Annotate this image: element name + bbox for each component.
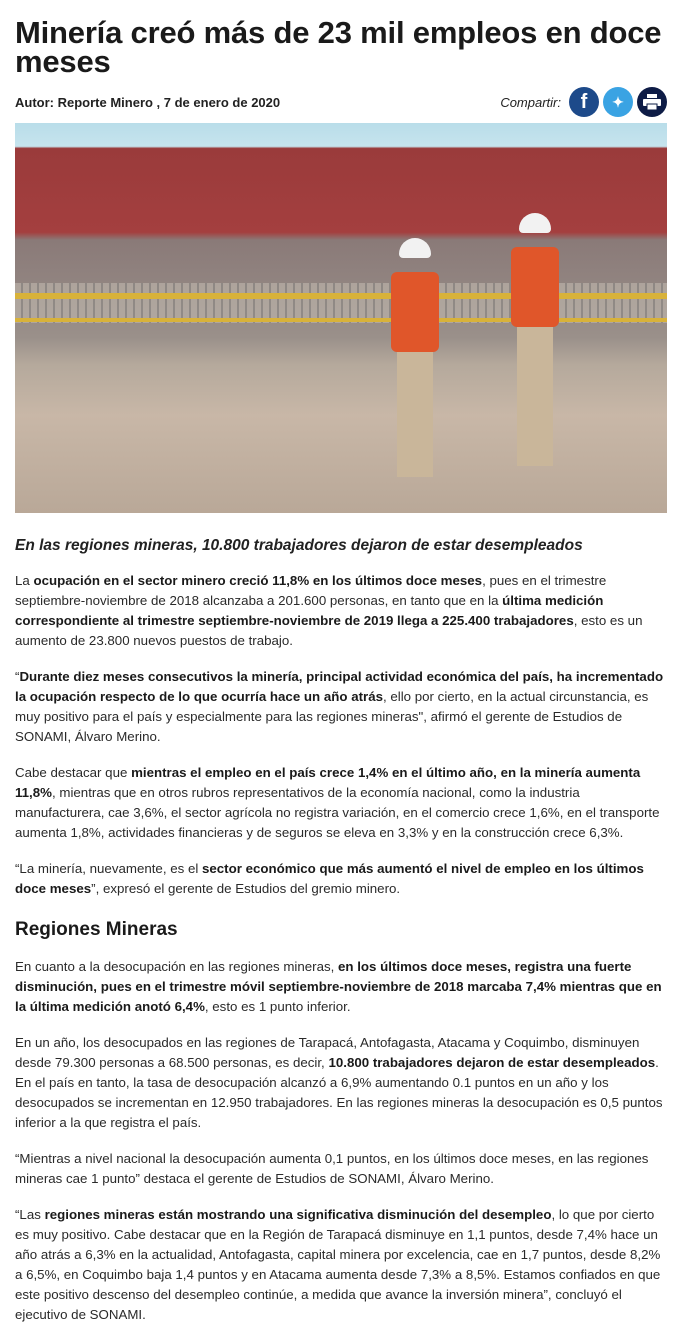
photo-pipes: [15, 283, 667, 323]
paragraph: [15, 763, 667, 843]
text: “La minería, nuevamente, es el: [15, 861, 202, 876]
paragraph: [15, 1033, 667, 1133]
text: , pues en el trimestre septiembre-noviembre de 2018 alcanzaba a 201.600 personas, en tanto que en la: [15, 573, 607, 608]
photo-worker: [385, 238, 445, 498]
article-photo: [15, 123, 667, 513]
paragraph: [15, 667, 667, 747]
paragraph: [15, 957, 667, 1017]
share-bar: [500, 87, 667, 117]
text: . En el país en tanto, la tasa de desocupación alcanzó a 6,9% aumentando 0.1 puntos en un año y los desocupados se incrementan en 12.950 trabajadores. En las regiones mineras la desocupación es 0,5 puntos inferior a la que registra el país.: [15, 1055, 663, 1130]
text: Cabe destacar que: [15, 765, 132, 780]
bold-text: regiones mineras están mostrando una significativa disminución del desempleo: [44, 1207, 552, 1222]
bold-text: ocupación en el sector minero creció 11,8% en los últimos doce meses: [33, 573, 483, 588]
print-icon[interactable]: [637, 87, 667, 117]
bold-text: sector económico que más aumentó el nivel de empleo en los últimos doce meses: [15, 861, 644, 896]
twitter-icon[interactable]: ✦: [603, 87, 633, 117]
bold-text: mientras el empleo en el país crece 1,4% en el último año, en la minería aumenta 11,8%: [15, 765, 641, 800]
text: La: [15, 573, 34, 588]
text: , lo que por cierto es muy positivo. Cabe destacar que en la Región de Tarapacá disminuye en 1,1 puntos, desde 7,4% hace un año atrás a 6,3% en la actualidad, Antofagasta, capital minera por excelencia, cae en 1,7 puntos, desde 8,2% a 6,5%, en Coquimbo baja 1,4 puntos y en Atacama aumenta desde 7,3% a 8,5%. Estamos confiados en que este positivo descenso del desempleo continúe, a medida que avance la inversión minera”, concluyó el ejecutivo de SONAMI.: [15, 1207, 661, 1322]
text: “: [15, 669, 20, 684]
photo-railing: [15, 293, 667, 299]
text: , ello por cierto, en la actual circunstancia, es muy positivo para el país y especialmente para las regiones mineras", afirmó el gerente de Estudios de SONAMI, Álvaro Merino.: [15, 689, 649, 744]
text: , mientras que en otros rubros representativos de la economía nacional, como la industria manufacturera, cae 3,6%, el sector agrícola no registra variación, en el comercio crece 1,6%, en el transporte aumenta 1,8%, actividades financieras y de seguros se eleva en 3,3% y en la construcción crece 6,3%.: [15, 785, 660, 840]
article-title: Minería creó más de 23 mil empleos en doce meses: [15, 15, 662, 79]
facebook-icon[interactable]: f: [569, 87, 599, 117]
text: , esto es 1 punto inferior.: [204, 999, 351, 1014]
text: En cuanto a la desocupación en las regiones mineras,: [15, 959, 339, 974]
text: “Las: [15, 1207, 45, 1222]
article-body-intro: [15, 571, 667, 899]
text: “Mientras a nivel nacional la desocupación aumenta 0,1 puntos, en los últimos doce meses, en las regiones mineras cae 1 punto” destaca el gerente de Estudios de SONAMI, Álvaro Merino.: [15, 1151, 649, 1186]
paragraph: [15, 571, 667, 651]
photo-worker: [505, 213, 565, 503]
share-label: Compartir:: [500, 94, 561, 110]
text: En un año, los desocupados en las regiones de Tarapacá, Antofagasta, Atacama y Coquimbo, disminuyen desde 79.300 personas a 68.500 personas, es decir,: [15, 1035, 640, 1070]
paragraph: [15, 1149, 667, 1189]
paragraph: [15, 1205, 667, 1325]
section-heading: Regiones Mineras: [15, 919, 178, 940]
bold-text: 10.800 trabajadores dejaron de estar desempleados: [328, 1055, 656, 1070]
text: , esto es un aumento de 23.800 nuevos puestos de trabajo.: [15, 613, 643, 648]
photo-railing-lower: [15, 318, 667, 322]
article-subtitle: En las regiones mineras, 10.800 trabajadores dejaron de estar desempleados: [15, 537, 583, 554]
bold-text: Durante diez meses consecutivos la minería, principal actividad económica del país, ha incrementado la ocupación respecto de lo que ocurría hace un año atrás: [15, 669, 664, 704]
author-line: Autor: Reporte Minero , 7 de enero de 2020: [15, 94, 281, 110]
paragraph: [15, 859, 667, 899]
article-body-regions: [15, 957, 667, 1325]
article-meta: [15, 86, 667, 118]
bold-text: última medición correspondiente al trimestre septiembre-noviembre de 2019 llega a 225.400 trabajadores: [15, 593, 604, 628]
text: ”, expresó el gerente de Estudios del gremio minero.: [91, 881, 401, 896]
bold-text: en los últimos doce meses, registra una fuerte disminución, pues en el trimestre móvil septiembre-noviembre de 2018 marcaba 7,4% mientras que en la última medición anotó 6,4%: [15, 959, 662, 1014]
